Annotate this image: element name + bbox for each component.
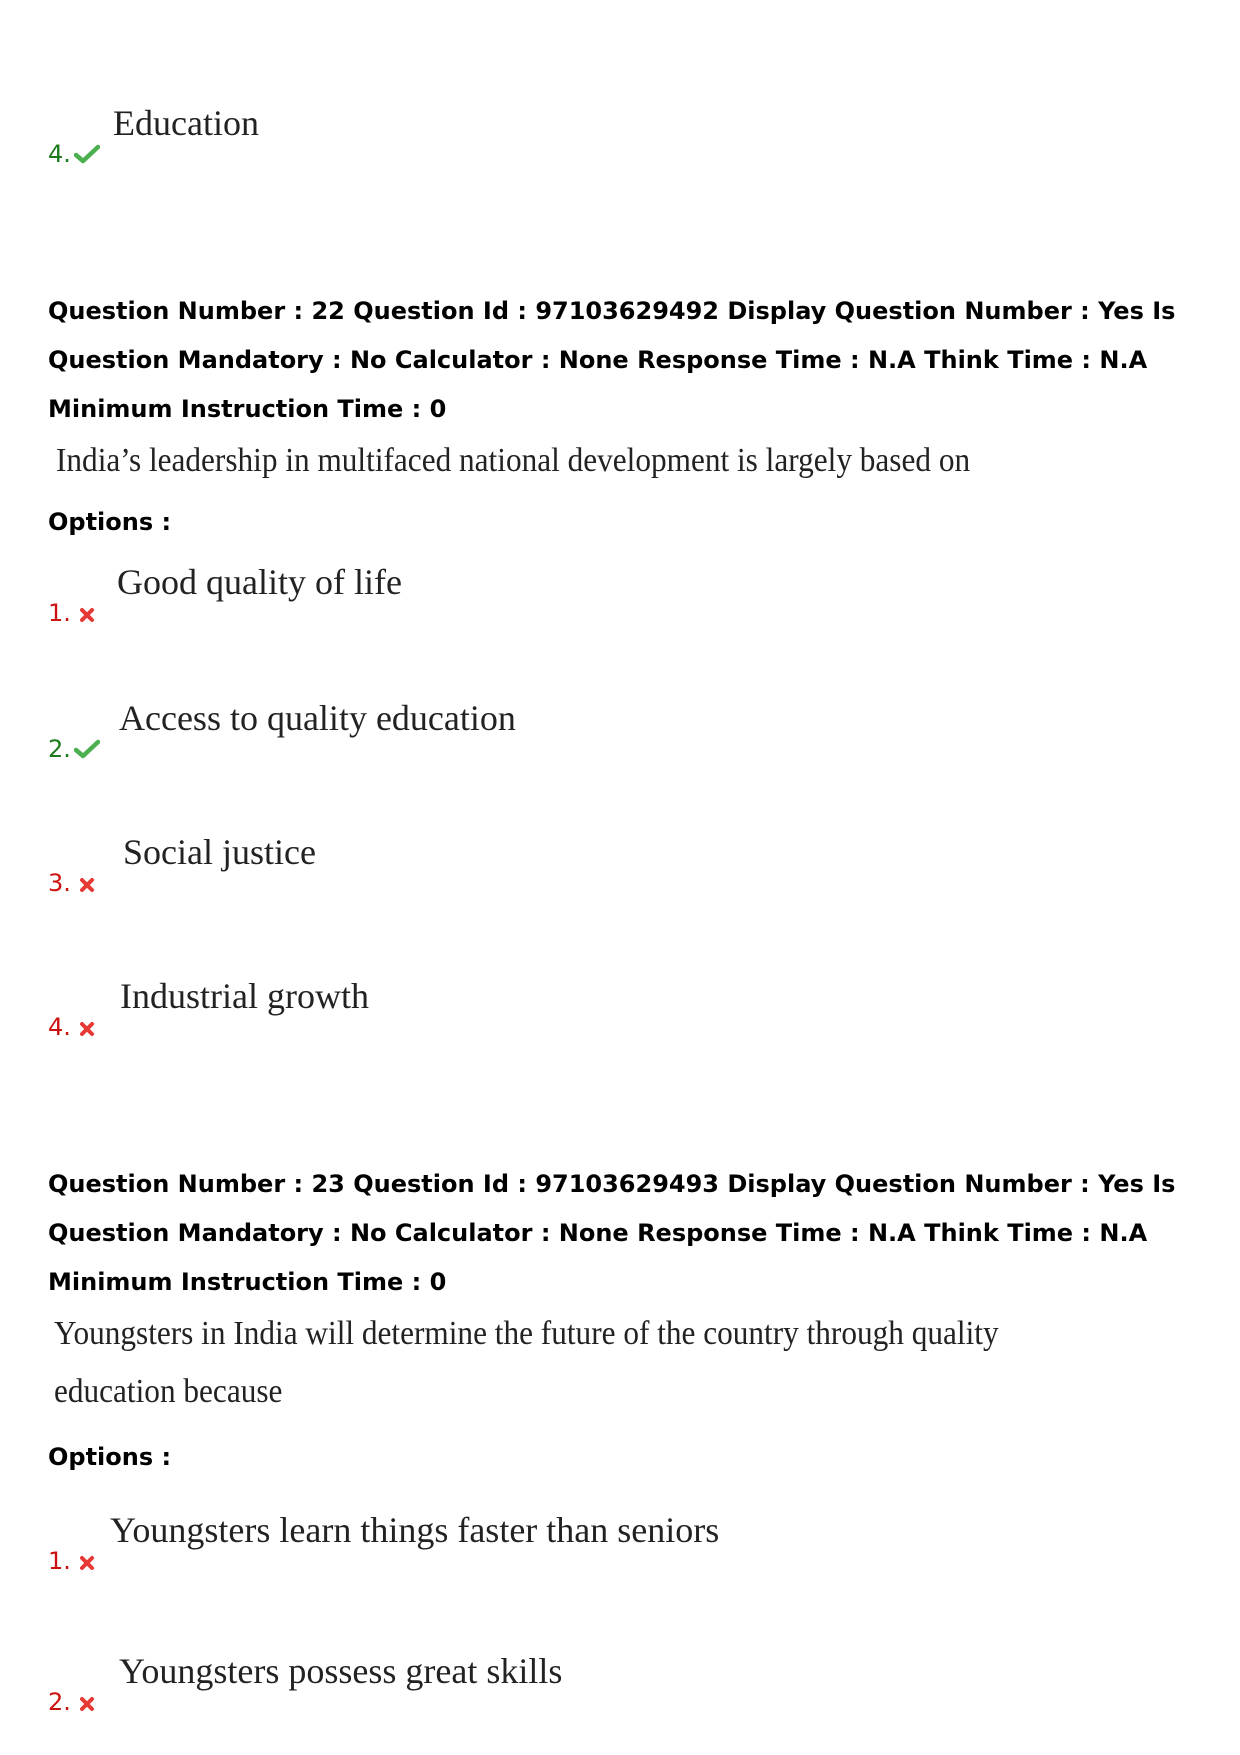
option-text: Good quality of life	[117, 562, 402, 602]
option-number: 1.	[48, 599, 71, 627]
question-text: India’s leadership in multifaced national development is largely based on	[56, 442, 971, 479]
option-item	[48, 698, 1148, 763]
option-text: Access to quality education	[119, 698, 516, 738]
option-number: 4.	[48, 1013, 71, 1041]
question-meta: Question Number : 22 Question Id : 97103629492 Display Question Number : Yes Is Question Mandatory : No Calculator : None Response Time : N.A Think Time : N.A Minimum Instruction Time : 0	[48, 297, 1176, 423]
option-item	[48, 103, 1148, 168]
options-label: Options :	[48, 1443, 172, 1471]
option-text: Education	[113, 103, 259, 143]
check-icon	[74, 739, 100, 759]
check-icon	[74, 144, 100, 164]
question-text-line-2: education because	[54, 1373, 283, 1410]
cross-icon	[79, 1555, 95, 1571]
cross-icon	[79, 1021, 95, 1037]
option-number: 3.	[48, 869, 71, 897]
option-number: 2.	[48, 1688, 71, 1716]
cross-icon	[79, 1696, 95, 1712]
option-text: Youngsters learn things faster than seniors	[110, 1510, 720, 1550]
option-text: Social justice	[123, 832, 316, 872]
option-text: Industrial growth	[120, 976, 369, 1016]
question-meta: Question Number : 23 Question Id : 97103629493 Display Question Number : Yes Is Question Mandatory : No Calculator : None Response Time : N.A Think Time : N.A Minimum Instruction Time : 0	[48, 1170, 1176, 1296]
question-text-line-1: Youngsters in India will determine the future of the country through quality	[54, 1315, 999, 1352]
options-label: Options :	[48, 508, 172, 536]
cross-icon	[79, 877, 95, 893]
option-number: 1.	[48, 1547, 71, 1575]
option-number: 2.	[48, 735, 71, 763]
option-item	[48, 1510, 1148, 1575]
option-item	[48, 1651, 1148, 1716]
option-item	[48, 562, 1148, 627]
option-number: 4.	[48, 140, 71, 168]
option-text: Youngsters possess great skills	[119, 1651, 563, 1691]
cross-icon	[79, 607, 95, 623]
option-item	[48, 976, 1148, 1041]
option-item	[48, 832, 1148, 897]
